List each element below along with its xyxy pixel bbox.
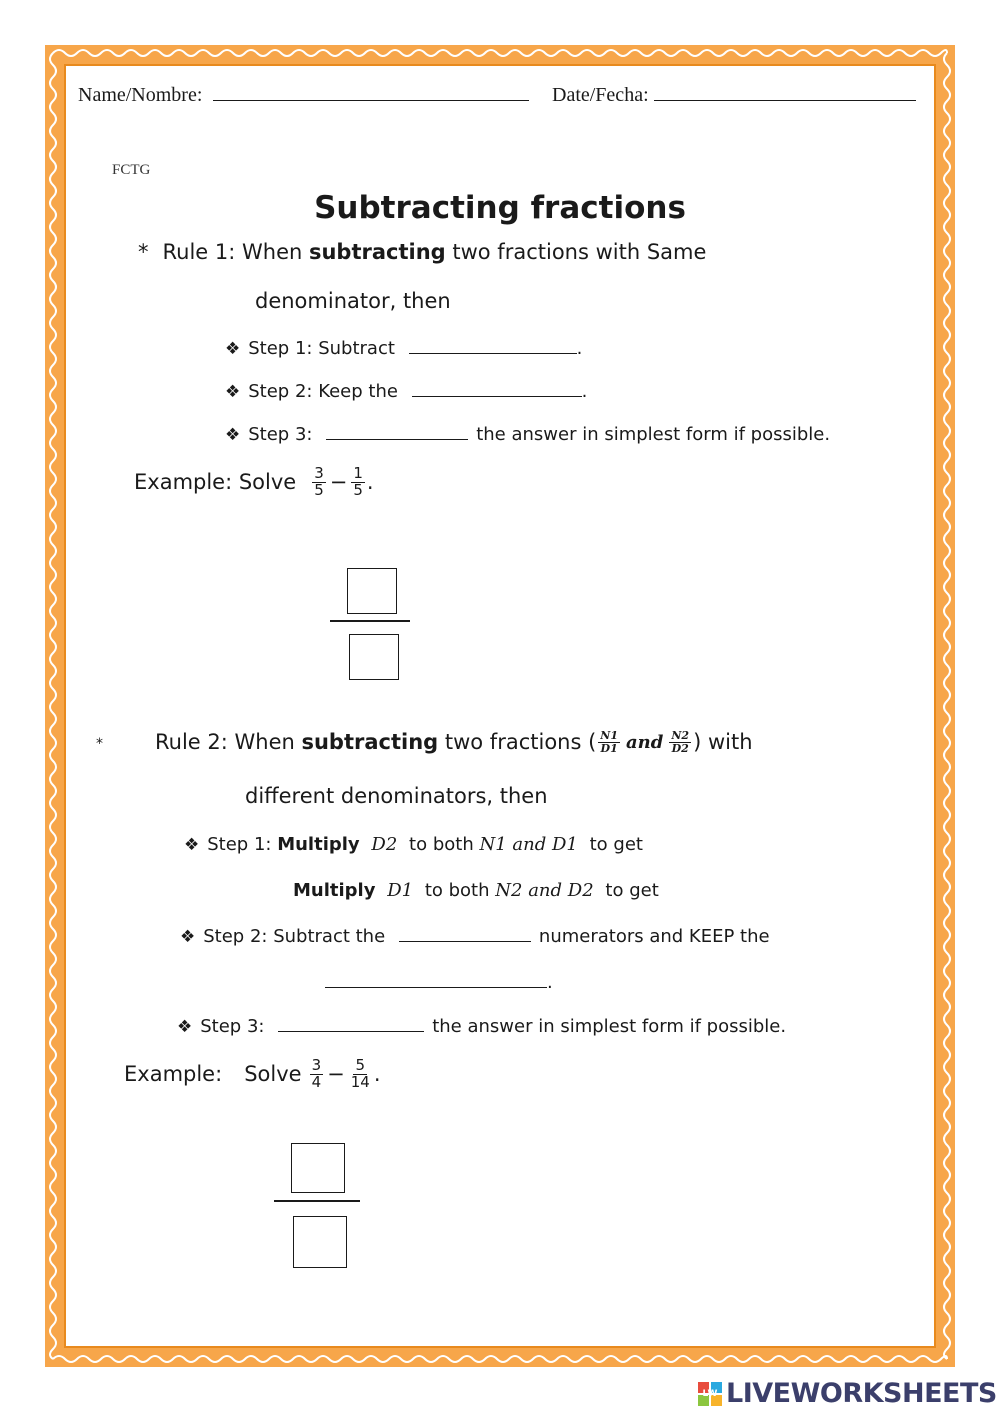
- rule2-example-label: Example:: [124, 1062, 223, 1087]
- rule2-step1: [184, 834, 643, 855]
- rule2-step2-label: Step 2: Subtract the: [203, 926, 386, 947]
- rule2-star-icon: *: [96, 736, 103, 752]
- rule1-line2: denominator, then: [255, 289, 451, 313]
- rule2-step3-suffix: the answer in simplest form if possible.: [432, 1016, 787, 1037]
- rule2-step1b-bold: Multiply: [293, 880, 376, 901]
- date-input-line[interactable]: [654, 99, 916, 101]
- rule1-step3-suffix: the answer in simplest form if possible.: [476, 424, 831, 445]
- fraction-numerator: 5: [355, 1056, 366, 1074]
- rule1-step1-label: Step 1: Subtract: [248, 338, 395, 359]
- rule1-intro-suffix: two fractions with Same: [445, 240, 707, 264]
- fraction-denominator: 4: [311, 1072, 322, 1091]
- to-both: to both: [424, 880, 490, 901]
- worksheet-code: FCTG: [112, 162, 151, 178]
- fraction-a: [310, 1058, 324, 1091]
- fraction-numerator: 1: [353, 464, 363, 482]
- rule1-step2-end: .: [581, 381, 588, 402]
- rule2-intro: [155, 730, 753, 754]
- var-d1: D1: [552, 834, 578, 855]
- period: .: [373, 1062, 381, 1087]
- liveworksheets-logo: [698, 1378, 997, 1409]
- rule2-step1-label: Step 1:: [207, 834, 278, 855]
- fraction-numerator: N1: [600, 729, 619, 742]
- fraction-denominator: D1: [600, 741, 618, 755]
- rule1-step1: [225, 338, 582, 359]
- answer-numerator-box[interactable]: [347, 568, 397, 614]
- fraction-denominator: D2: [671, 741, 689, 755]
- rule2-intro-bold: subtracting: [301, 730, 439, 755]
- page-title: Subtracting fractions: [314, 190, 686, 226]
- logo-icon: [698, 1382, 722, 1406]
- rule1-step2-label: Step 2: Keep the: [248, 381, 398, 402]
- answer-denominator-box[interactable]: [293, 1216, 347, 1268]
- rule2-step2-blank2[interactable]: [325, 986, 547, 988]
- minus-sign: −: [329, 470, 348, 495]
- fraction-bar: [274, 1200, 360, 1202]
- rule2-and: and: [626, 731, 664, 753]
- diamond-bullet-icon: ❖: [177, 1017, 193, 1037]
- rule2-step1-bold: Multiply: [277, 834, 360, 855]
- var-d2: D2: [371, 834, 398, 855]
- fraction-denominator: 5: [353, 480, 363, 499]
- rule2-step2-suffix: numerators and KEEP the: [538, 926, 770, 947]
- rule1-step3: [225, 424, 830, 445]
- rule1-example-label: Example: Solve: [134, 470, 297, 495]
- to-both: to both: [409, 834, 474, 855]
- rule1-intro-prefix: Rule 1: When: [162, 240, 309, 264]
- and: and: [512, 834, 547, 855]
- rule2-step2-end: .: [547, 972, 553, 993]
- name-label: Name/Nombre:: [78, 84, 203, 106]
- rule1-step1-end: .: [576, 338, 583, 359]
- var-d2: D2: [567, 880, 594, 901]
- rule2-step3-label: Step 3:: [200, 1016, 265, 1037]
- logo-letters: LW: [702, 1388, 718, 1399]
- answer-numerator-box[interactable]: [291, 1143, 345, 1193]
- fraction-n1-d1: [598, 730, 620, 754]
- diamond-bullet-icon: ❖: [225, 382, 241, 402]
- name-field: [78, 84, 529, 107]
- rule2-step2: [180, 926, 770, 947]
- rule1-step2: [225, 381, 587, 402]
- answer-denominator-box[interactable]: [349, 634, 399, 680]
- fraction-denominator: 5: [314, 480, 324, 499]
- rule1-example: [134, 466, 374, 499]
- rule2-step3-blank[interactable]: [278, 1030, 424, 1032]
- and: and: [528, 880, 563, 901]
- fraction-b: [351, 466, 365, 499]
- rule1-step1-blank[interactable]: [409, 352, 577, 354]
- logo-text: LIVEWORKSHEETS: [726, 1378, 997, 1409]
- fraction-a: [312, 466, 326, 499]
- rule2-intro-prefix: Rule 2: When: [155, 730, 302, 755]
- rule2-intro-suffix: two fractions (: [438, 730, 597, 755]
- fraction-numerator: 3: [314, 464, 324, 482]
- diamond-bullet-icon: ❖: [184, 835, 200, 855]
- to-get: to get: [605, 880, 659, 901]
- var-n2: N2: [495, 880, 523, 901]
- rule1-intro-bold: subtracting: [308, 240, 446, 264]
- rule1-step3-blank[interactable]: [326, 438, 468, 440]
- fraction-bar: [330, 620, 410, 622]
- name-input-line[interactable]: [213, 99, 529, 101]
- fraction-n2-d2: [669, 730, 691, 754]
- fraction-numerator: N2: [671, 729, 690, 742]
- rule2-step2-line2: [325, 972, 553, 993]
- rule2-step1b: [293, 880, 659, 901]
- minus-sign: −: [327, 1062, 345, 1087]
- to-get: to get: [589, 834, 643, 855]
- rule1-step2-blank[interactable]: [412, 395, 582, 397]
- rule1-step3-label: Step 3:: [248, 424, 313, 445]
- rule1-star-icon: *: [138, 240, 149, 264]
- diamond-bullet-icon: ❖: [225, 339, 241, 359]
- rule2-line2: different denominators, then: [245, 784, 548, 808]
- period: .: [366, 470, 374, 495]
- date-field: [552, 84, 916, 107]
- rule2-example: [124, 1058, 381, 1091]
- rule2-step2-blank[interactable]: [399, 940, 531, 942]
- diamond-bullet-icon: ❖: [225, 425, 241, 445]
- var-n1: N1: [479, 834, 507, 855]
- rule1-intro: [138, 240, 706, 264]
- rule2-intro-end: ) with: [693, 730, 753, 755]
- fraction-numerator: 3: [311, 1056, 322, 1074]
- fraction-denominator: 14: [350, 1072, 370, 1091]
- rule2-example-solve: Solve: [244, 1062, 302, 1087]
- rule2-step3: [177, 1016, 786, 1037]
- fraction-b: [349, 1058, 372, 1091]
- date-label: Date/Fecha:: [552, 84, 649, 106]
- diamond-bullet-icon: ❖: [180, 927, 196, 947]
- var-d1: D1: [387, 880, 414, 901]
